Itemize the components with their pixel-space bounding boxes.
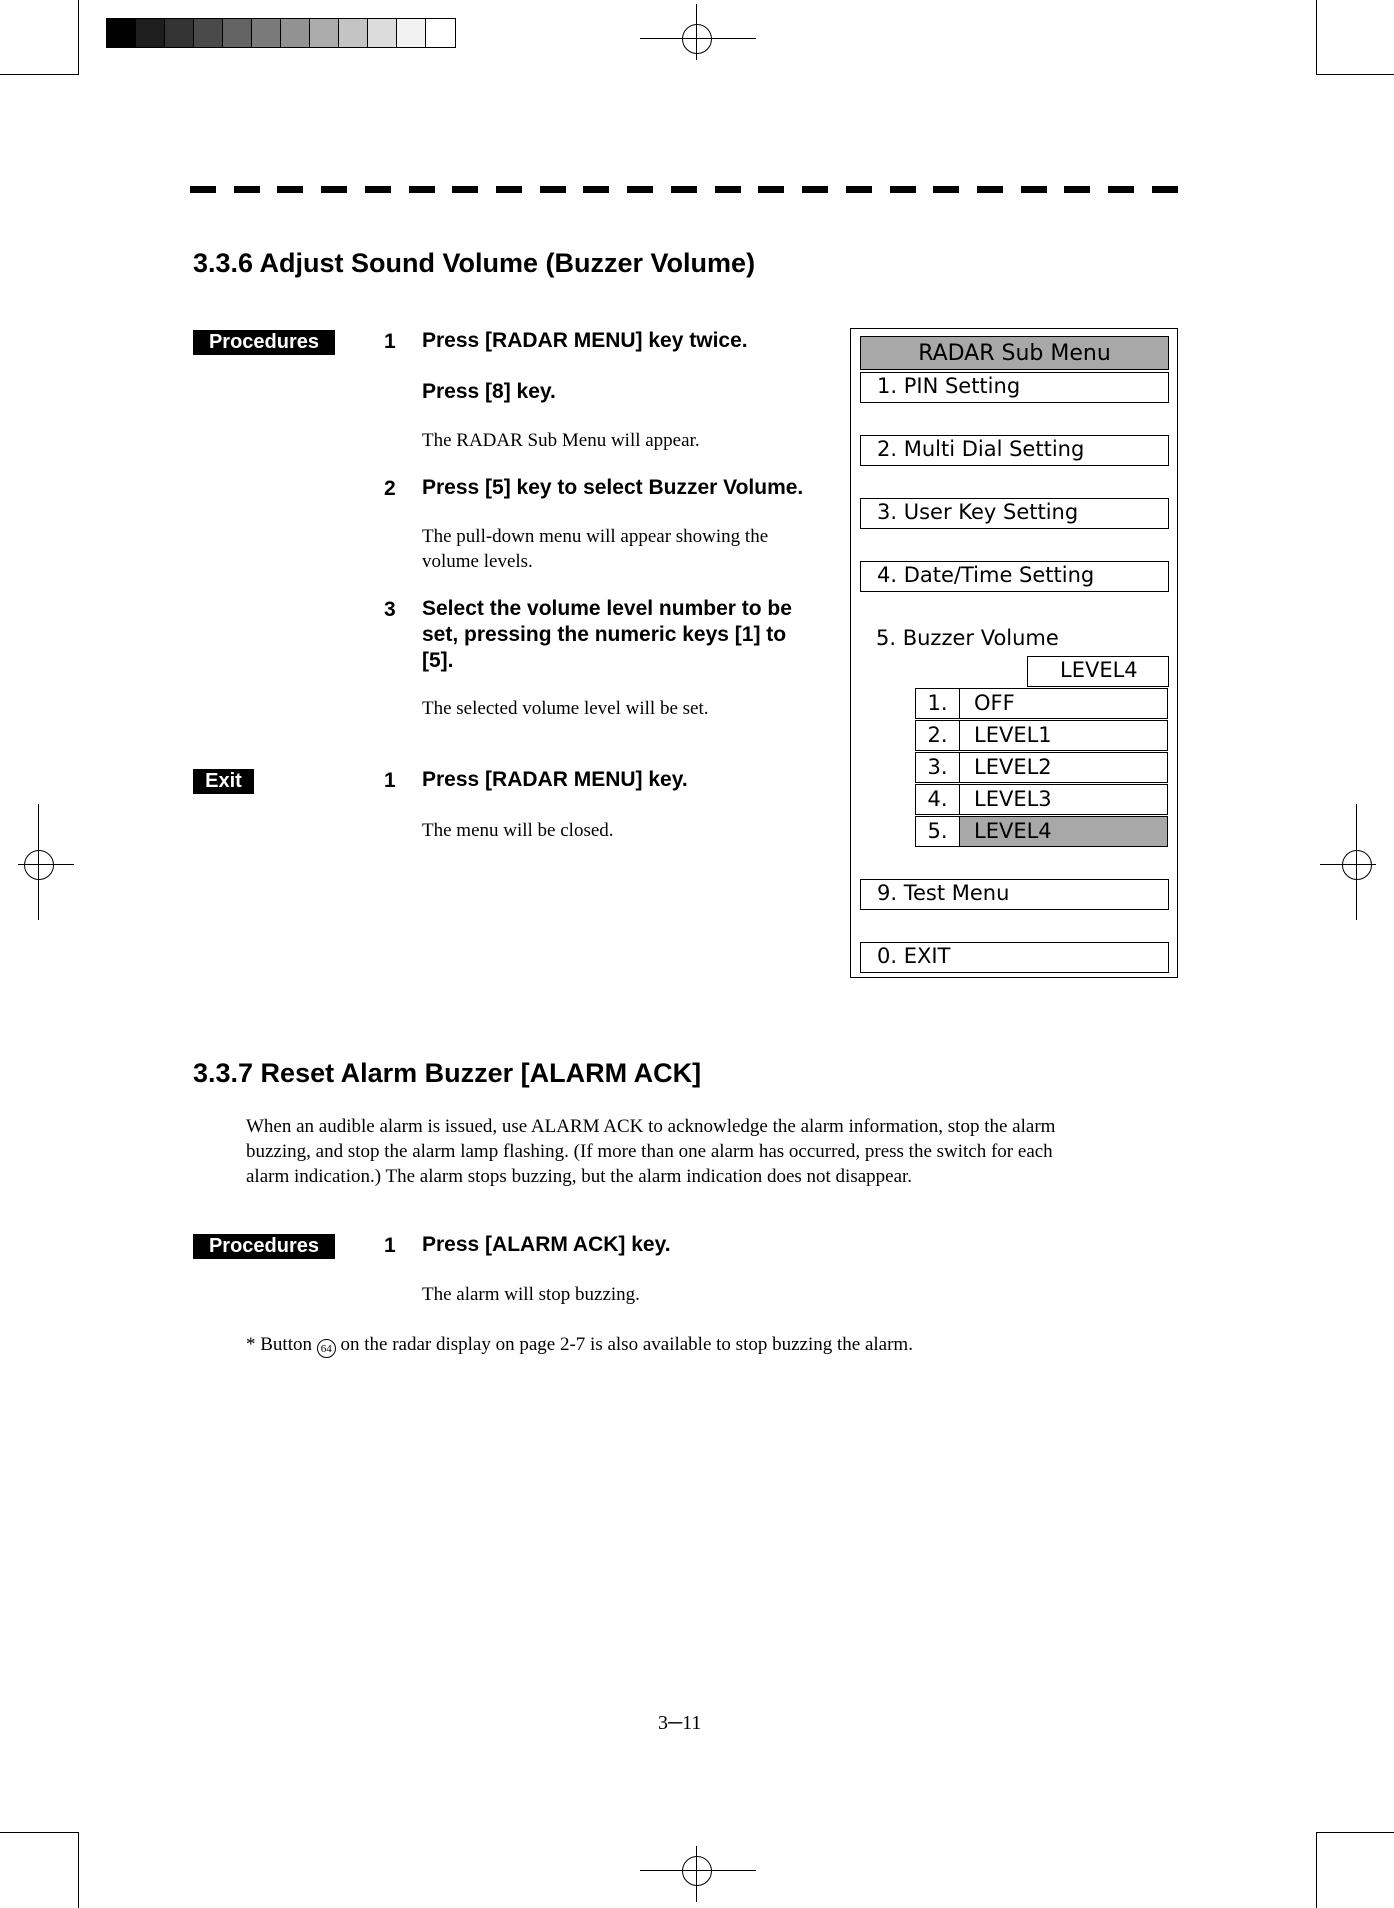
buzzer-volume-current-value[interactable]: LEVEL4 [1027, 656, 1169, 687]
color-swatch [194, 19, 223, 47]
level-option-label: LEVEL3 [974, 787, 1052, 811]
color-swatch [281, 19, 310, 47]
registration-target-icon [1342, 850, 1372, 880]
step-text: Press [ALARM ACK] key. [422, 1233, 671, 1256]
step-number: 1 [384, 330, 396, 353]
color-swatch [136, 19, 165, 47]
step-note: The selected volume level will be set. [422, 698, 709, 719]
paragraph-line: alarm indication.) The alarm stops buzzing, but the alarm indication does not disappear. [246, 1166, 913, 1187]
step-text: Press [RADAR MENU] key. [422, 768, 688, 791]
exit-badge: Exit [193, 769, 254, 794]
dash-segment [627, 186, 653, 193]
color-swatch [107, 19, 136, 47]
level-option-label: LEVEL2 [974, 755, 1052, 779]
level-option[interactable] [915, 720, 1168, 751]
step-note: The alarm will stop buzzing. [422, 1284, 640, 1305]
button-64-icon: 64 [317, 1339, 336, 1358]
color-swatch [165, 19, 194, 47]
dash-segment [365, 186, 391, 193]
menu-item-date-time-setting[interactable]: 4. Date/Time Setting [860, 561, 1169, 592]
level-option-number: 5. [916, 817, 960, 846]
registration-target-icon [24, 850, 54, 880]
step-note: volume levels. [422, 551, 533, 572]
paragraph-line: buzzing, and stop the alarm lamp flashing. (If more than one alarm has occurred, press the switch for each [246, 1141, 1053, 1162]
dash-segment [715, 186, 741, 193]
level-option-number: 2. [916, 721, 960, 750]
registration-target-icon [682, 1856, 712, 1886]
dash-segment [1021, 186, 1047, 193]
step-number: 3 [384, 598, 396, 621]
level-option-number: 3. [916, 753, 960, 782]
level-option-number: 1. [916, 689, 960, 718]
dash-segment [321, 186, 347, 193]
menu-item-pin-setting[interactable]: 1. PIN Setting [860, 372, 1169, 403]
dash-segment [933, 186, 959, 193]
dash-segment [190, 186, 216, 193]
level-option-number: 4. [916, 785, 960, 814]
color-calibration-bar [106, 18, 456, 48]
step-text: Select the volume level number to be [422, 597, 792, 620]
color-swatch [252, 19, 281, 47]
dash-segment [234, 186, 260, 193]
dash-segment [277, 186, 303, 193]
footnote-text: on the radar display on page 2-7 is also available to stop buzzing the alarm. [335, 1334, 913, 1355]
step-text: [5]. [422, 649, 454, 672]
dash-segment [452, 186, 478, 193]
level-option-label: LEVEL1 [974, 723, 1052, 747]
color-swatch [426, 19, 455, 47]
color-swatch [397, 19, 426, 47]
step-text: Press [RADAR MENU] key twice. [422, 329, 748, 352]
dash-segment [1108, 186, 1134, 193]
menu-item-test-menu[interactable]: 9. Test Menu [860, 879, 1169, 910]
step-note: The menu will be closed. [422, 820, 614, 841]
dash-segment [1064, 186, 1090, 193]
registration-target-icon [682, 24, 712, 54]
section-337-title: 3.3.7 Reset Alarm Buzzer [ALARM ACK] [193, 1058, 702, 1088]
menu-item-exit[interactable]: 0. EXIT [860, 942, 1169, 973]
dash-segment [1152, 186, 1178, 193]
dash-segment [846, 186, 872, 193]
color-swatch [310, 19, 339, 47]
menu-item-multi-dial-setting[interactable]: 2. Multi Dial Setting [860, 435, 1169, 466]
procedures-badge: Procedures [193, 330, 335, 355]
step-number: 1 [384, 769, 396, 792]
level-option[interactable] [915, 688, 1168, 719]
dash-segment [583, 186, 609, 193]
dashed-rule [190, 186, 1178, 193]
color-swatch [223, 19, 252, 47]
dash-segment [977, 186, 1003, 193]
level-option[interactable] [915, 752, 1168, 783]
level-option[interactable] [915, 784, 1168, 815]
footnote-prefix: * Button [246, 1334, 317, 1355]
procedures-badge: Procedures [193, 1234, 335, 1259]
radar-sub-menu-title: RADAR Sub Menu [860, 336, 1169, 370]
dash-segment [890, 186, 916, 193]
color-swatch [339, 19, 368, 47]
step-text: Press [5] key to select Buzzer Volume. [422, 476, 804, 499]
color-swatch [368, 19, 397, 47]
step-text: set, pressing the numeric keys [1] to [422, 623, 787, 646]
level-option-label: LEVEL4 [960, 817, 1167, 846]
dash-segment [496, 186, 522, 193]
dash-segment [758, 186, 784, 193]
section-336-title: 3.3.6 Adjust Sound Volume (Buzzer Volume) [193, 248, 756, 278]
dash-segment [671, 186, 697, 193]
page-number: 3─11 [658, 1712, 702, 1734]
paragraph-line: When an audible alarm is issued, use ALARM ACK to acknowledge the alarm information, stop the alarm [246, 1116, 1056, 1137]
step-text: Press [8] key. [422, 380, 556, 403]
step-note: The pull-down menu will appear showing the [422, 526, 769, 547]
section-337-paragraph [246, 1114, 1177, 1189]
footnote [246, 1332, 913, 1358]
dash-segment [540, 186, 566, 193]
level-option-label: OFF [974, 691, 1015, 715]
step-number: 2 [384, 477, 396, 500]
step-number: 1 [384, 1234, 396, 1257]
menu-item-buzzer-volume[interactable]: 5. Buzzer Volume [876, 626, 1059, 650]
dash-segment [802, 186, 828, 193]
level-option-selected[interactable] [915, 816, 1168, 847]
dash-segment [409, 186, 435, 193]
menu-item-user-key-setting[interactable]: 3. User Key Setting [860, 498, 1169, 529]
step-note: The RADAR Sub Menu will appear. [422, 430, 700, 451]
